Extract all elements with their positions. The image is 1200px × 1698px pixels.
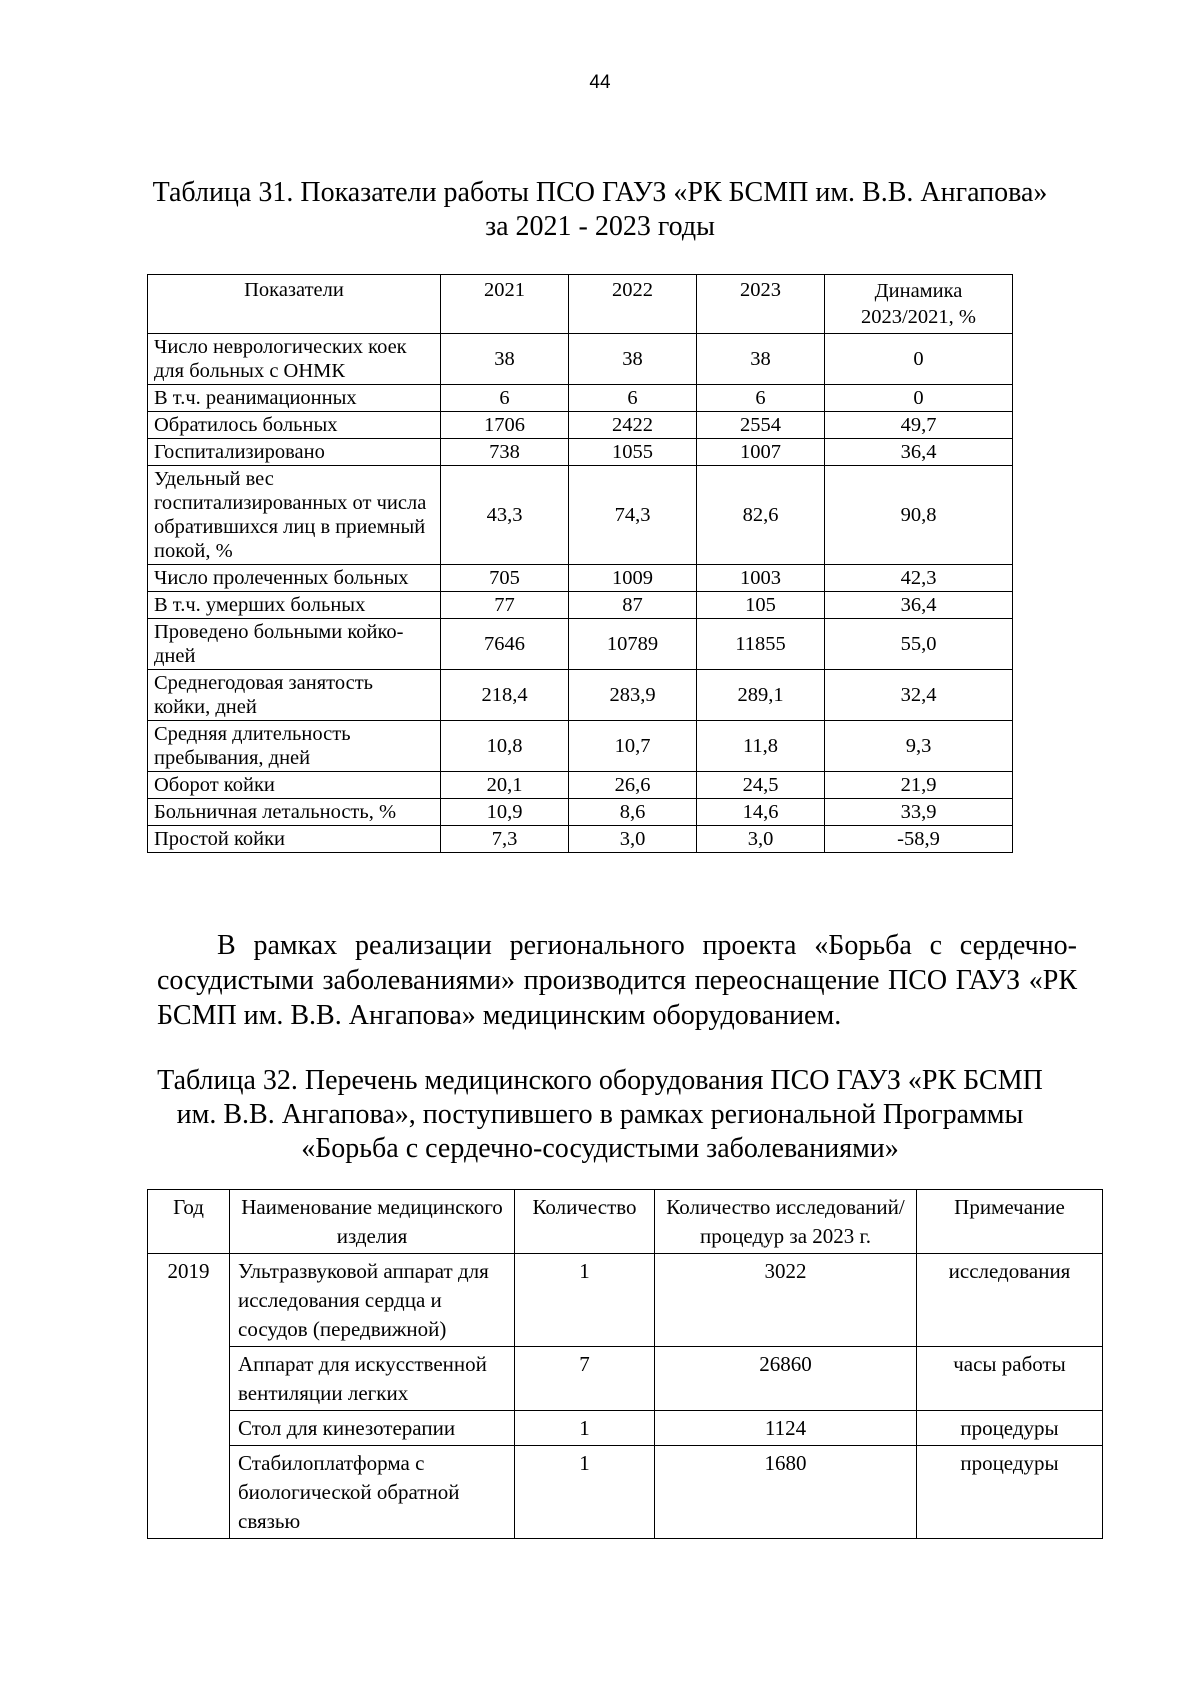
table-row	[148, 565, 1013, 592]
page-number: 44	[589, 72, 611, 93]
dynamics-cell: -58,9	[825, 826, 1013, 853]
value-2022-cell: 6	[569, 385, 697, 412]
value-2021-cell: 10,9	[441, 799, 569, 826]
column-header: Количество	[515, 1190, 655, 1254]
value-2022-cell: 10,7	[569, 721, 697, 772]
value-2021-cell: 43,3	[441, 466, 569, 565]
value-2021-cell: 1706	[441, 412, 569, 439]
table-header-row	[148, 275, 1013, 334]
indicator-cell: Средняя длительность пребывания, дней	[148, 721, 441, 772]
table-row	[148, 721, 1013, 772]
value-2022-cell: 1009	[569, 565, 697, 592]
dynamics-cell: 32,4	[825, 670, 1013, 721]
value-2023-cell: 6	[697, 385, 825, 412]
value-2021-cell: 38	[441, 334, 569, 385]
equipment-name-cell: Ультразвуковой аппарат для исследования сердца и сосудов (передвижной)	[230, 1254, 515, 1347]
procedures-count-cell: 1680	[655, 1446, 917, 1539]
quantity-cell: 7	[515, 1347, 655, 1411]
indicator-cell: Проведено больными койко-дней	[148, 619, 441, 670]
procedures-count-cell: 26860	[655, 1347, 917, 1411]
value-2021-cell: 20,1	[441, 772, 569, 799]
equipment-name-cell: Аппарат для искусственной вентиляции легких	[230, 1347, 515, 1411]
indicator-cell: В т.ч. реанимационных	[148, 385, 441, 412]
indicators-table-body	[148, 334, 1013, 853]
equipment-table	[147, 1189, 1103, 1539]
value-2023-cell: 289,1	[697, 670, 825, 721]
dynamics-cell: 36,4	[825, 592, 1013, 619]
value-2023-cell: 105	[697, 592, 825, 619]
dynamics-cell: 42,3	[825, 565, 1013, 592]
procedures-count-cell: 3022	[655, 1254, 917, 1347]
body-paragraph: В рамках реализации регионального проекта «Борьба с сердечно-сосудистыми заболеваниями» производится переоснащение ПСО ГАУЗ «РК БСМП им. В.В. Ангапова» медицинским оборудованием.	[157, 930, 1077, 1031]
table-header-row	[148, 1190, 1103, 1254]
indicators-table	[147, 274, 1013, 853]
value-2021-cell: 6	[441, 385, 569, 412]
indicator-cell: Число неврологических коек для больных с ОНМК	[148, 334, 441, 385]
column-header: 2022	[569, 275, 697, 334]
indicator-cell: Оборот койки	[148, 772, 441, 799]
table-row	[148, 619, 1013, 670]
table-row	[148, 670, 1013, 721]
indicator-cell: Простой койки	[148, 826, 441, 853]
value-2022-cell: 3,0	[569, 826, 697, 853]
table-row	[148, 772, 1013, 799]
column-header: Год	[148, 1190, 230, 1254]
indicator-cell: В т.ч. умерших больных	[148, 592, 441, 619]
quantity-cell: 1	[515, 1254, 655, 1347]
year-cell: 2019	[148, 1254, 230, 1539]
value-2021-cell: 77	[441, 592, 569, 619]
table-row	[148, 385, 1013, 412]
equipment-name-cell: Стабилоплатформа с биологической обратной связью	[230, 1446, 515, 1539]
value-2022-cell: 283,9	[569, 670, 697, 721]
value-2023-cell: 2554	[697, 412, 825, 439]
table-row	[148, 1347, 1103, 1411]
table32-caption-line2: им. В.В. Ангапова», поступившего в рамках региональной Программы	[176, 1099, 1024, 1130]
value-2023-cell: 38	[697, 334, 825, 385]
indicator-cell: Удельный вес госпитализированных от числа обратившихся лиц в приемный покой, %	[148, 466, 441, 565]
dynamics-cell: 90,8	[825, 466, 1013, 565]
column-header: Наименование медицинского изделия	[230, 1190, 515, 1254]
table-row	[148, 1411, 1103, 1446]
column-header: Динамика 2023/2021, %	[825, 275, 1013, 334]
value-2021-cell: 218,4	[441, 670, 569, 721]
value-2023-cell: 11855	[697, 619, 825, 670]
quantity-cell: 1	[515, 1411, 655, 1446]
dynamics-cell: 0	[825, 385, 1013, 412]
value-2022-cell: 26,6	[569, 772, 697, 799]
dynamics-cell: 33,9	[825, 799, 1013, 826]
value-2022-cell: 2422	[569, 412, 697, 439]
table-row	[148, 1446, 1103, 1539]
note-cell: часы работы	[917, 1347, 1103, 1411]
table31-caption-line2: за 2021 - 2023 годы	[485, 211, 715, 242]
table-row	[148, 439, 1013, 466]
value-2022-cell: 1055	[569, 439, 697, 466]
equipment-table-body	[148, 1254, 1103, 1539]
indicator-cell: Больничная летальность, %	[148, 799, 441, 826]
column-header: 2023	[697, 275, 825, 334]
dynamics-cell: 21,9	[825, 772, 1013, 799]
table-row	[148, 592, 1013, 619]
table-row	[148, 334, 1013, 385]
dynamics-cell: 55,0	[825, 619, 1013, 670]
dynamics-cell: 49,7	[825, 412, 1013, 439]
dynamics-cell: 0	[825, 334, 1013, 385]
table31-caption-line1: Таблица 31. Показатели работы ПСО ГАУЗ «РК БСМП им. В.В. Ангапова»	[152, 177, 1048, 208]
table31-caption	[130, 176, 1070, 244]
dynamics-cell: 36,4	[825, 439, 1013, 466]
table32-caption-line1: Таблица 32. Перечень медицинского оборудования ПСО ГАУЗ «РК БСМП	[157, 1065, 1043, 1096]
value-2023-cell: 3,0	[697, 826, 825, 853]
value-2022-cell: 74,3	[569, 466, 697, 565]
value-2023-cell: 11,8	[697, 721, 825, 772]
value-2021-cell: 738	[441, 439, 569, 466]
table-row	[148, 466, 1013, 565]
table-row	[148, 1254, 1103, 1347]
column-header: Показатели	[148, 275, 441, 334]
value-2023-cell: 82,6	[697, 466, 825, 565]
quantity-cell: 1	[515, 1446, 655, 1539]
equipment-name-cell: Стол для кинезотерапии	[230, 1411, 515, 1446]
value-2022-cell: 87	[569, 592, 697, 619]
procedures-count-cell: 1124	[655, 1411, 917, 1446]
value-2021-cell: 705	[441, 565, 569, 592]
value-2021-cell: 10,8	[441, 721, 569, 772]
column-header: Примечание	[917, 1190, 1103, 1254]
indicator-cell: Обратилось больных	[148, 412, 441, 439]
value-2021-cell: 7,3	[441, 826, 569, 853]
note-cell: процедуры	[917, 1446, 1103, 1539]
indicator-cell: Число пролеченных больных	[148, 565, 441, 592]
value-2023-cell: 1003	[697, 565, 825, 592]
table-row	[148, 799, 1013, 826]
indicator-cell: Среднегодовая занятость койки, дней	[148, 670, 441, 721]
column-header: 2021	[441, 275, 569, 334]
note-cell: исследования	[917, 1254, 1103, 1347]
table-row	[148, 412, 1013, 439]
value-2022-cell: 38	[569, 334, 697, 385]
value-2023-cell: 1007	[697, 439, 825, 466]
value-2022-cell: 8,6	[569, 799, 697, 826]
table32-caption-line3: «Борьба с сердечно-сосудистыми заболеваниями»	[301, 1133, 899, 1164]
column-header: Количество исследований/ процедур за 2023 г.	[655, 1190, 917, 1254]
value-2023-cell: 24,5	[697, 772, 825, 799]
dynamics-cell: 9,3	[825, 721, 1013, 772]
indicator-cell: Госпитализировано	[148, 439, 441, 466]
note-cell: процедуры	[917, 1411, 1103, 1446]
value-2022-cell: 10789	[569, 619, 697, 670]
value-2023-cell: 14,6	[697, 799, 825, 826]
value-2021-cell: 7646	[441, 619, 569, 670]
table32-caption	[110, 1064, 1090, 1166]
table-row	[148, 826, 1013, 853]
